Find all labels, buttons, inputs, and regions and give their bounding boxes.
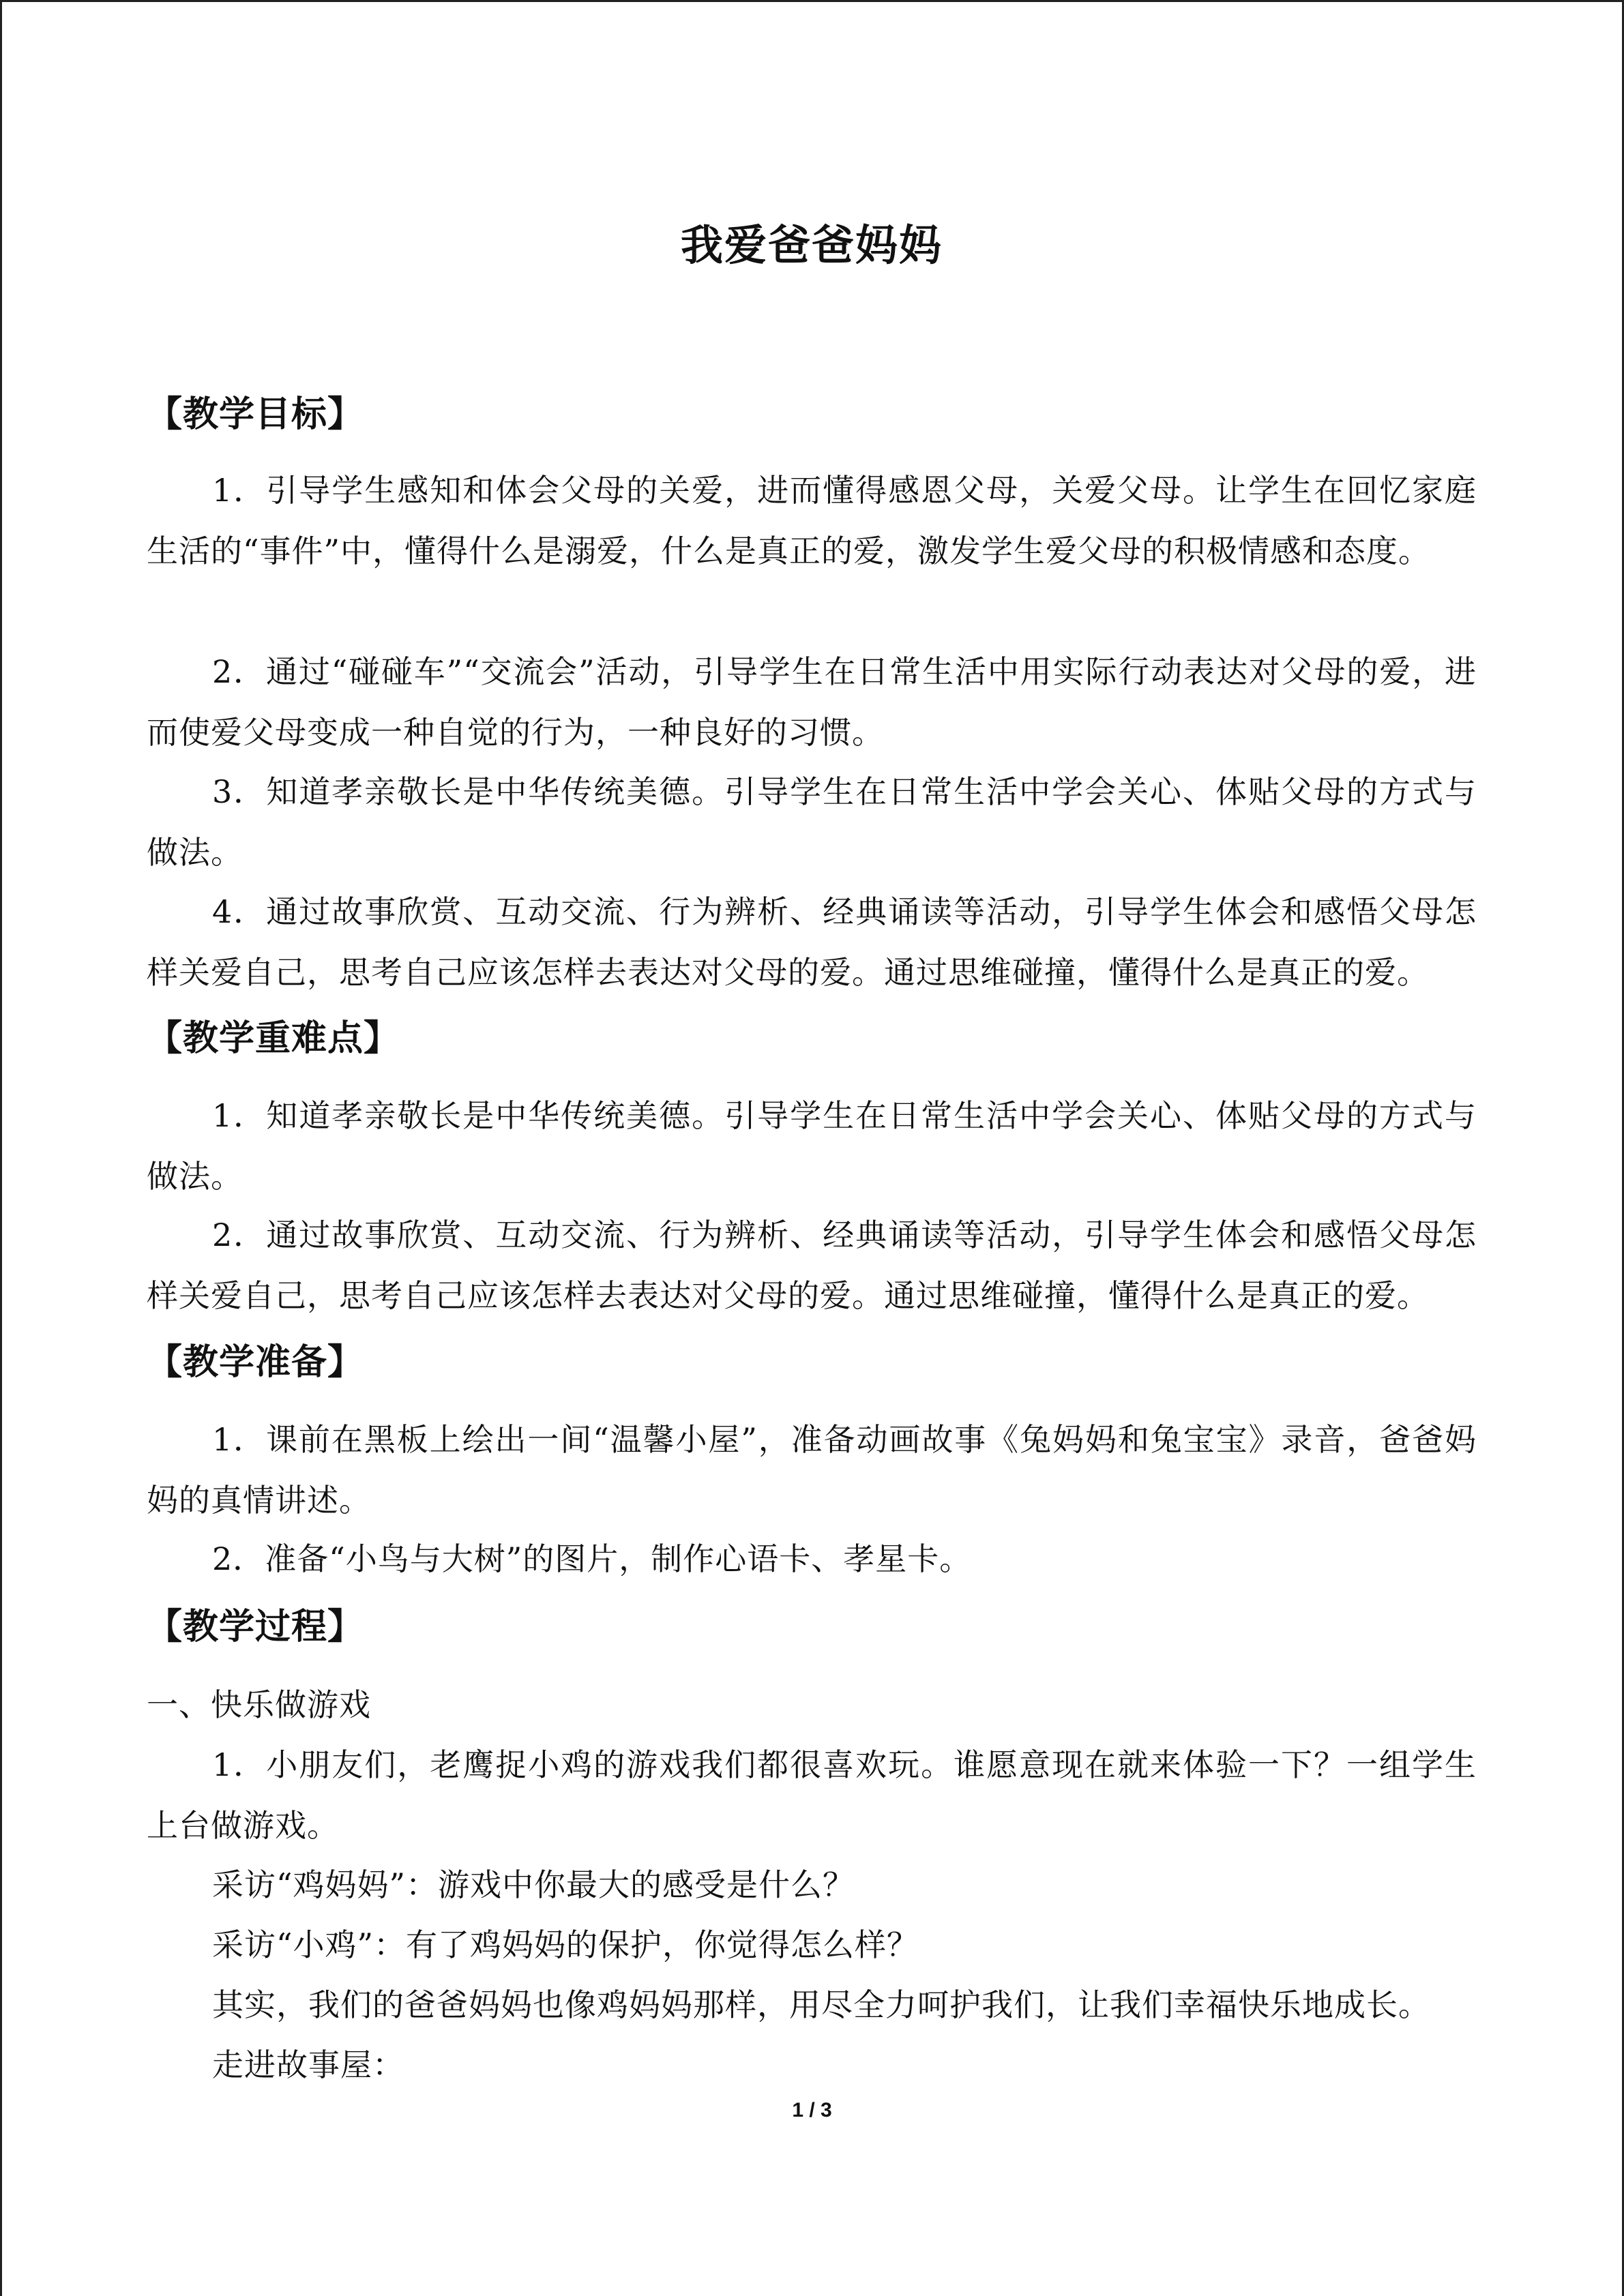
process-item-5: 走进故事屋： (212, 2046, 404, 2083)
process-item-2: 采访“鸡妈妈”：游戏中你最大的感受是什么？ (212, 1866, 855, 1903)
preparation-item-1: 1．课前在黑板上绘出一间“温馨小屋”，准备动画故事《兔妈妈和兔宝宝》录音，爸爸妈妈的真情讲述。 (147, 1421, 1477, 1519)
page-border-left (0, 0, 2, 2296)
preparation-item-2: 2．准备“小鸟与大树”的图片，制作心语卡、孝星卡。 (212, 1540, 972, 1577)
page-border-top (0, 0, 1624, 2)
process-item-4: 其实，我们的爸爸妈妈也像鸡妈妈那样，用尽全力呵护我们，让我们幸福快乐地成长。 (212, 1986, 1430, 2023)
process-item-1: 1．小朋友们，老鹰捉小鸡的游戏我们都很喜欢玩。谁愿意现在就来体验一下？一组学生上台做游戏。 (147, 1746, 1477, 1844)
process-subheading: 一、快乐做游戏 (147, 1686, 371, 1723)
key-point-item-2: 2．通过故事欣赏、互动交流、行为辨析、经典诵读等活动，引导学生体会和感悟父母怎样关爱自己，思考自己应该怎样去表达对父母的爱。通过思维碰撞，懂得什么是真正的爱。 (147, 1217, 1477, 1314)
section-heading-objectives: 【教学目标】 (147, 394, 364, 435)
page-number: 1 / 3 (792, 2099, 832, 2121)
document-title: 我爱爸爸妈妈 (680, 220, 943, 270)
objective-item-4: 4．通过故事欣赏、互动交流、行为辨析、经典诵读等活动，引导学生体会和感悟父母怎样关爱自己，思考自己应该怎样去表达对父母的爱。通过思维碰撞，懂得什么是真正的爱。 (147, 893, 1477, 991)
section-heading-preparation: 【教学准备】 (147, 1342, 364, 1383)
objective-item-3: 3．知道孝亲敬长是中华传统美德。引导学生在日常生活中学会关心、体贴父母的方式与做法。 (147, 773, 1477, 871)
section-heading-process: 【教学过程】 (147, 1607, 364, 1648)
objective-item-1: 1．引导学生感知和体会父母的关爱，进而懂得感恩父母，关爱父母。让学生在回忆家庭生活的“事件”中，懂得什么是溺爱，什么是真正的爱，激发学生爱父母的积极情感和态度。 (147, 472, 1477, 569)
key-point-item-1: 1．知道孝亲敬长是中华传统美德。引导学生在日常生活中学会关心、体贴父母的方式与做法。 (147, 1097, 1477, 1195)
objective-item-2: 2．通过“碰碰车”“交流会”活动，引导学生在日常生活中用实际行动表达对父母的爱，进而使爱父母变成一种自觉的行为，一种良好的习惯。 (147, 653, 1477, 751)
section-heading-key-points: 【教学重难点】 (147, 1018, 400, 1059)
process-item-3: 采访“小鸡”：有了鸡妈妈的保护，你觉得怎么样？ (212, 1926, 919, 1963)
